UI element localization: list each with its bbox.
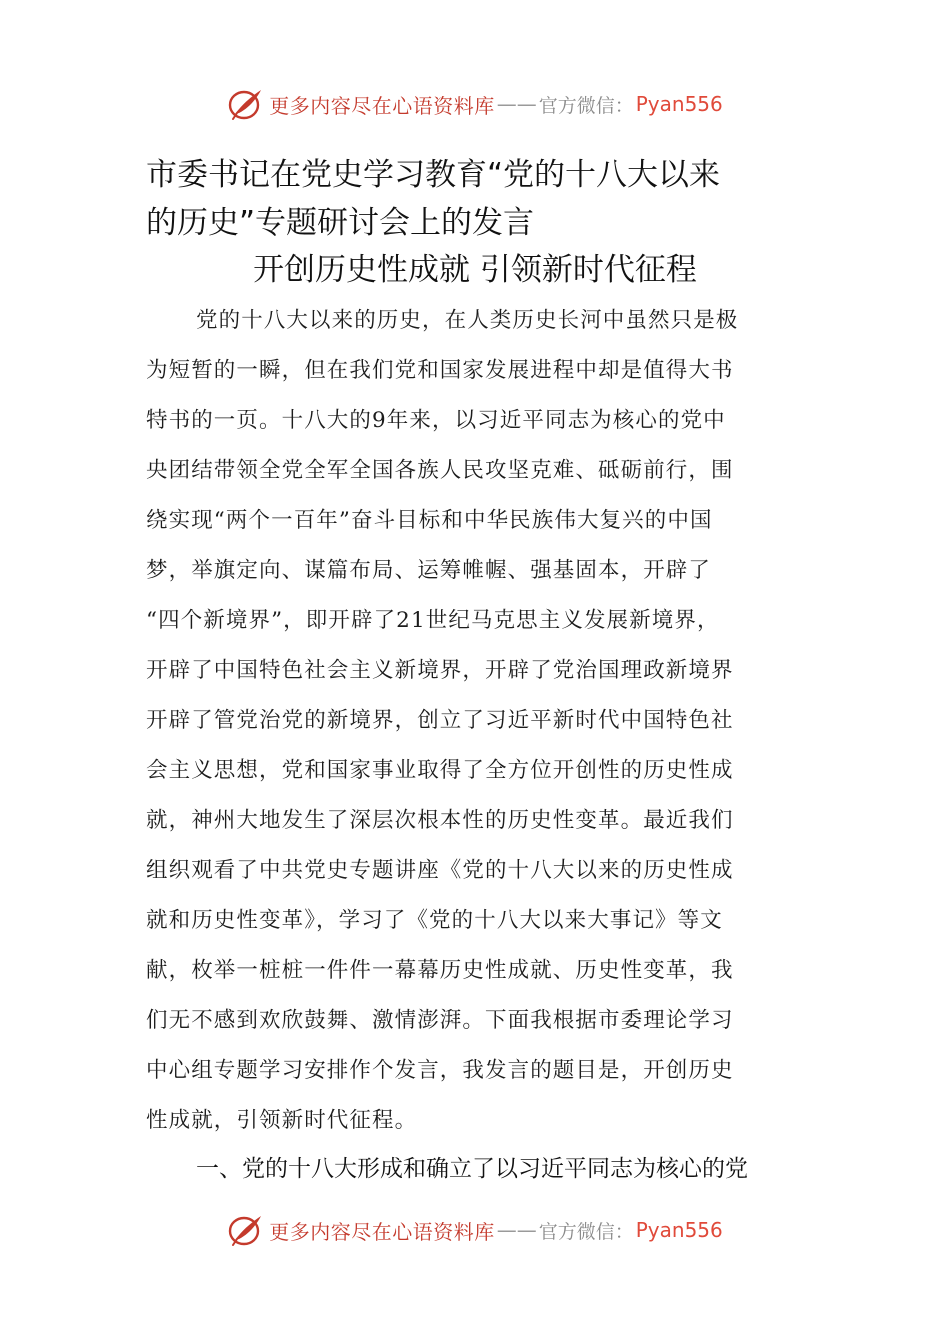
paragraph-line: “四个新境界”，即开辟了21世纪马克思主义发展新境界，: [146, 608, 720, 633]
paragraph-line: 就和历史性变革》，学习了《党的十八大以来大事记》等文: [146, 908, 723, 933]
footer-banner: [0, 1210, 950, 1250]
paragraph-line: 开辟了管党治党的新境界，创立了习近平新时代中国特色社: [146, 708, 734, 733]
paragraph-line: 献，枚举一桩桩一件件一幕幕历史性成就、历史性变革，我: [146, 958, 734, 983]
banner-official-label: 官方微信：: [538, 94, 634, 117]
banner-wechat-id: Pyan556: [635, 1218, 723, 1242]
paragraph-line: 央团结带领全党全军全国各族人民攻坚克难、砥砺前行，围: [146, 458, 734, 483]
paragraph-line: 党的十八大以来的历史，在人类历史长河中虽然只是极: [196, 308, 739, 333]
paragraph-line: 中心组专题学习安排作个发言，我发言的题目是，开创历史: [146, 1058, 734, 1083]
banner-dash: ——: [496, 1218, 537, 1242]
paragraph-line: 性成就，引领新时代征程。: [146, 1108, 418, 1133]
paragraph-line: 们无不感到欢欣鼓舞、激情澎湃。下面我根据市委理论学习: [146, 1008, 734, 1033]
document-title-line-2: 的历史”专题研讨会上的发言: [146, 205, 535, 241]
banner-brand-text: 更多内容尽在心语资料库: [269, 1219, 495, 1244]
paragraph-line: 开辟了中国特色社会主义新境界，开辟了党治国理政新境界: [146, 658, 734, 683]
banner-wechat-id: Pyan556: [635, 92, 723, 116]
paragraph-line: 就，神州大地发生了深层次根本性的历史性变革。最近我们: [146, 808, 734, 833]
section-heading: 一、党的十八大形成和确立了以习近平同志为核心的党: [196, 1156, 748, 1182]
banner-dash: ——: [496, 92, 537, 116]
paragraph-line: 为短暂的一瞬，但在我们党和国家发展进程中却是值得大书: [146, 358, 734, 383]
document-subtitle: 开创历史性成就 引领新时代征程: [253, 252, 697, 288]
paragraph-line: 绕实现“两个一百年”奋斗目标和中华民族伟大复兴的中国: [146, 508, 713, 533]
header-banner: [0, 84, 950, 124]
paragraph-line: 组织观看了中共党史专题讲座《党的十八大以来的历史性成: [146, 858, 734, 883]
paragraph-line: 会主义思想，党和国家事业取得了全方位开创性的历史性成: [146, 758, 734, 783]
document-title-line-1: 市委书记在党史学习教育“党的十八大以来: [146, 157, 721, 193]
paragraph-line: 特书的一页。十八大的9年来，以习近平同志为核心的党中: [146, 408, 726, 433]
banner-official-label: 官方微信：: [538, 1220, 634, 1243]
banner-brand-text: 更多内容尽在心语资料库: [269, 93, 495, 118]
quill-pen-icon: [227, 86, 265, 122]
body-paragraph: [146, 296, 810, 1146]
quill-pen-icon: [227, 1212, 265, 1248]
paragraph-line: 梦，举旗定向、谋篇布局、运筹帷幄、强基固本，开辟了: [146, 558, 712, 583]
